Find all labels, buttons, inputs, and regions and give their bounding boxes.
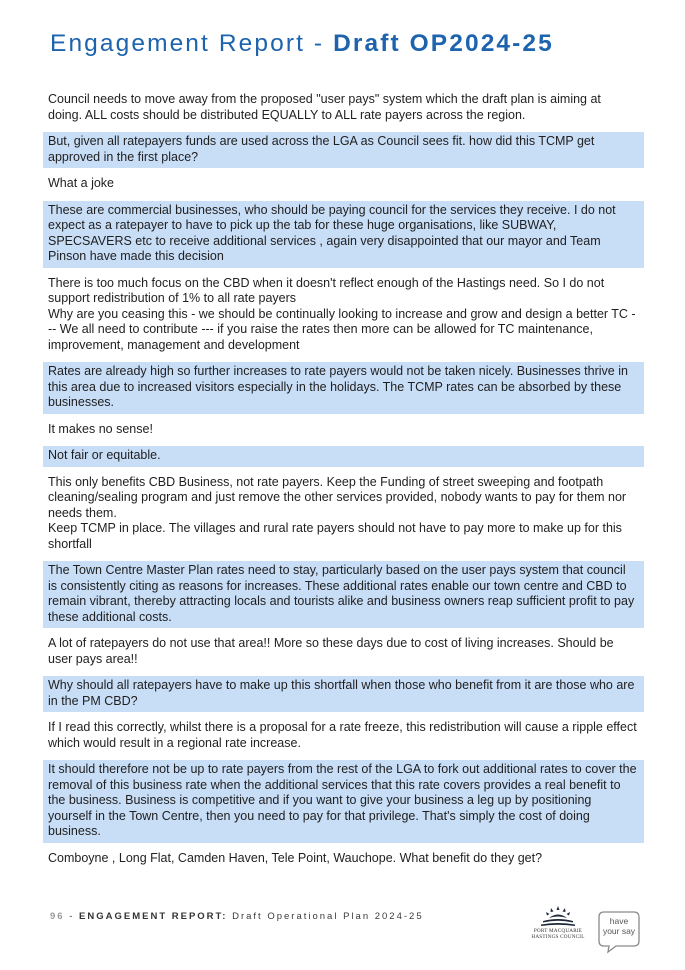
comment-row: It makes no sense! — [48, 421, 153, 436]
council-emblem-icon — [539, 905, 577, 927]
comment-row: Why should all ratepayers have to make up this shortfall when those who benefit from it are those who are in the PM CBD? — [43, 676, 644, 712]
comment-row: What a joke — [48, 176, 115, 190]
footer-separator: - — [64, 911, 80, 922]
council-logo — [530, 905, 586, 940]
comment-row: If I read this correctly, whilst there is a proposal for a rate freeze, this redistribution will cause a ripple effect which would result in a regional rate increase. — [48, 720, 637, 750]
comment-row: Not fair or equitable. — [43, 446, 644, 467]
comment-row: A lot of ratepayers do not use that area!! More so these days due to cost of living increases. Should be user pays area!! — [48, 636, 614, 666]
comment-row: Comboyne , Long Flat, Camden Haven, Tele Point, Wauchope. What benefit do they get? — [48, 850, 543, 865]
comment-row: Rates are already high so further increases to rate payers would not be taken nicely. Businesses thrive in this area due to increased visitors especially in the holidays. The TCMP rates can be absorbed by these businesses. — [43, 362, 644, 414]
page-number: 96 — [50, 911, 65, 922]
comment-row: The Town Centre Master Plan rates need to stay, particularly based on the user pays system that council is consistently citing as reasons for increases. These additional rates enable our town centre and CBD to remain vibrant, thereby attracting locals and tourists alike and business owners reap sufficient profit to pay these additional costs. — [43, 561, 644, 628]
page-footer — [50, 911, 424, 922]
footer-label-bold: ENGAGEMENT REPORT: — [79, 911, 228, 922]
page-title — [50, 30, 554, 58]
comment-row: Council needs to move away from the proposed "user pays" system which the draft plan is aiming at doing. ALL costs should be distributed EQUALLY to ALL rate payers across the region. — [48, 92, 601, 122]
comments-list — [43, 90, 644, 875]
comment-row: These are commercial businesses, who should be paying council for the services they receive. I do not expect as a ratepayer to have to pick up the tab for these huge organisations, like SUBWAY, SPECSAVERS etc to receive additional services , again very disappointed that our mayor and Team Pinson have made this decision — [43, 201, 644, 268]
comment-row: But, given all ratepayers funds are used across the LGA as Council sees fit. how did this TCMP get approved in the first place? — [43, 132, 644, 168]
comment-row: It should therefore not be up to rate payers from the rest of the LGA to fork out additional rates to cover the removal of this business rate when the additional services that this rate covers provides a real benefit to the business. Business is competitive and if you want to give your business a leg up by positioning yourself in the Town Centre, then you need to pay for that privilege. That's simply the cost of doing business. — [43, 760, 644, 843]
comment-row: This only benefits CBD Business, not rate payers. Keep the Funding of street sweeping and footpath cleaning/sealing program and just remove the other services provided, nobody wants to pay for them nor needs them. Keep TCMP in place. The villages and rural rate payers should not have to pay more to make up for this shortfall — [48, 474, 627, 551]
title-bold: Draft OP2024-25 — [333, 30, 554, 57]
footer-label-rest: Draft Operational Plan 2024-25 — [227, 911, 424, 922]
title-prefix: Engagement Report - — [50, 30, 334, 57]
council-logo-text: PORT MACQUARIE HASTINGS COUNCIL — [531, 928, 585, 940]
comment-row: There is too much focus on the CBD when it doesn't reflect enough of the Hastings need. So I do not support redistribution of 1% to all rate payers Why are you ceasing this - we should be continually looking to increase and grow and design a better TC --- We all need to contribute --- if you raise the rates then more can be allowed for TC maintenance, improvement, management and development — [48, 275, 636, 352]
have-your-say-logo — [598, 910, 640, 950]
have-your-say-text: have your say — [602, 916, 636, 936]
